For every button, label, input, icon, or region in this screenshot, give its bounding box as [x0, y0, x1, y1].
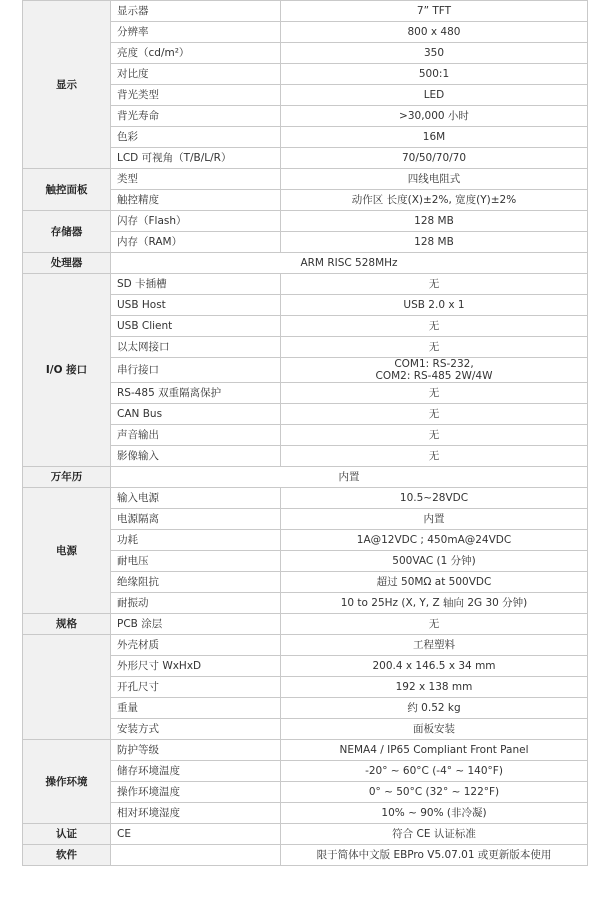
- category-display: 显示: [23, 1, 111, 169]
- spec-value: 限于简体中文版 EBPro V5.07.01 或更新版本使用: [281, 845, 588, 866]
- spec-item: PCB 涂层: [111, 614, 281, 635]
- spec-item: 影像输入: [111, 446, 281, 467]
- category-software: 软件: [23, 845, 111, 866]
- serial-com1: COM1: RS-232,: [394, 358, 474, 370]
- spec-value: 面板安装: [281, 719, 588, 740]
- spec-item: 亮度（cd/m²）: [111, 43, 281, 64]
- spec-value: 16M: [281, 127, 588, 148]
- spec-item: 以太网接口: [111, 337, 281, 358]
- spec-item: 对比度: [111, 64, 281, 85]
- spec-item: 显示器: [111, 1, 281, 22]
- spec-item: 功耗: [111, 530, 281, 551]
- spec-value: 无: [281, 425, 588, 446]
- spec-item: 触控精度: [111, 190, 281, 211]
- spec-value: 70/50/70/70: [281, 148, 588, 169]
- spec-value: USB 2.0 x 1: [281, 295, 588, 316]
- spec-value: 超过 50MΩ at 500VDC: [281, 572, 588, 593]
- category-cert: 认证: [23, 824, 111, 845]
- spec-item: 耐电压: [111, 551, 281, 572]
- spec-value: 内置: [281, 509, 588, 530]
- spec-value: 350: [281, 43, 588, 64]
- spec-value: 10% ~ 90% (非冷凝): [281, 803, 588, 824]
- spec-value: 四线电阻式: [281, 169, 588, 190]
- spec-item: 分辨率: [111, 22, 281, 43]
- spec-item: 外形尺寸 WxHxD: [111, 656, 281, 677]
- spec-value: 7” TFT: [281, 1, 588, 22]
- spec-value: 无: [281, 383, 588, 404]
- spec-item: USB Host: [111, 295, 281, 316]
- spec-item: USB Client: [111, 316, 281, 337]
- spec-value: 1A@12VDC ; 450mA@24VDC: [281, 530, 588, 551]
- spec-item: LCD 可视角（T/B/L/R）: [111, 148, 281, 169]
- spec-item: 色彩: [111, 127, 281, 148]
- spec-item: CE: [111, 824, 281, 845]
- spec-value: LED: [281, 85, 588, 106]
- spec-item: 相对环境湿度: [111, 803, 281, 824]
- spec-item: 外壳材质: [111, 635, 281, 656]
- spec-item: 背光类型: [111, 85, 281, 106]
- category-env: 操作环境: [23, 740, 111, 824]
- category-power: 电源: [23, 488, 111, 614]
- spec-table: [22, 0, 588, 866]
- spec-value: [281, 358, 588, 383]
- spec-value: ARM RISC 528MHz: [111, 253, 588, 274]
- spec-item: 开孔尺寸: [111, 677, 281, 698]
- category-io: I/O 接口: [23, 274, 111, 467]
- spec-item: 重量: [111, 698, 281, 719]
- spec-value: 无: [281, 614, 588, 635]
- spec-item: 防护等级: [111, 740, 281, 761]
- spec-item: 储存环境温度: [111, 761, 281, 782]
- spec-value: 无: [281, 337, 588, 358]
- category-spec: 规格: [23, 614, 111, 635]
- category-calendar: 万年历: [23, 467, 111, 488]
- spec-value: >30,000 小时: [281, 106, 588, 127]
- category-touch: 触控面板: [23, 169, 111, 211]
- spec-value: 内置: [111, 467, 588, 488]
- spec-value: 无: [281, 446, 588, 467]
- spec-value: 800 x 480: [281, 22, 588, 43]
- spec-item: RS-485 双重隔离保护: [111, 383, 281, 404]
- spec-item: 闪存（Flash）: [111, 211, 281, 232]
- spec-item: 绝缘阻抗: [111, 572, 281, 593]
- spec-item: 背光寿命: [111, 106, 281, 127]
- spec-value: 500VAC (1 分钟): [281, 551, 588, 572]
- spec-item: 输入电源: [111, 488, 281, 509]
- spec-item: SD 卡插槽: [111, 274, 281, 295]
- spec-item: 类型: [111, 169, 281, 190]
- spec-value: 符合 CE 认证标准: [281, 824, 588, 845]
- spec-item: 电源隔离: [111, 509, 281, 530]
- spec-item: 安装方式: [111, 719, 281, 740]
- spec-item: 串行接口: [111, 358, 281, 383]
- spec-value: 约 0.52 kg: [281, 698, 588, 719]
- spec-item: 耐振动: [111, 593, 281, 614]
- category-spec-group: [23, 635, 111, 740]
- serial-com2: COM2: RS-485 2W/4W: [375, 370, 493, 382]
- spec-value: 10 to 25Hz (X, Y, Z 轴向 2G 30 分钟): [281, 593, 588, 614]
- spec-value: 500:1: [281, 64, 588, 85]
- spec-value: 192 x 138 mm: [281, 677, 588, 698]
- spec-value: 无: [281, 404, 588, 425]
- spec-value: 128 MB: [281, 211, 588, 232]
- category-cpu: 处理器: [23, 253, 111, 274]
- category-storage: 存储器: [23, 211, 111, 253]
- spec-value: 128 MB: [281, 232, 588, 253]
- spec-value: 200.4 x 146.5 x 34 mm: [281, 656, 588, 677]
- spec-item: 声音输出: [111, 425, 281, 446]
- spec-value: 无: [281, 316, 588, 337]
- spec-value: NEMA4 / IP65 Compliant Front Panel: [281, 740, 588, 761]
- spec-item: 操作环境温度: [111, 782, 281, 803]
- spec-value: 10.5~28VDC: [281, 488, 588, 509]
- spec-value: 无: [281, 274, 588, 295]
- spec-item: 内存（RAM）: [111, 232, 281, 253]
- spec-value: 0° ~ 50°C (32° ~ 122°F): [281, 782, 588, 803]
- spec-item: CAN Bus: [111, 404, 281, 425]
- spec-value: 动作区 长度(X)±2%, 宽度(Y)±2%: [281, 190, 588, 211]
- spec-item-empty: [111, 845, 281, 866]
- spec-value: 工程塑料: [281, 635, 588, 656]
- spec-value: -20° ~ 60°C (-4° ~ 140°F): [281, 761, 588, 782]
